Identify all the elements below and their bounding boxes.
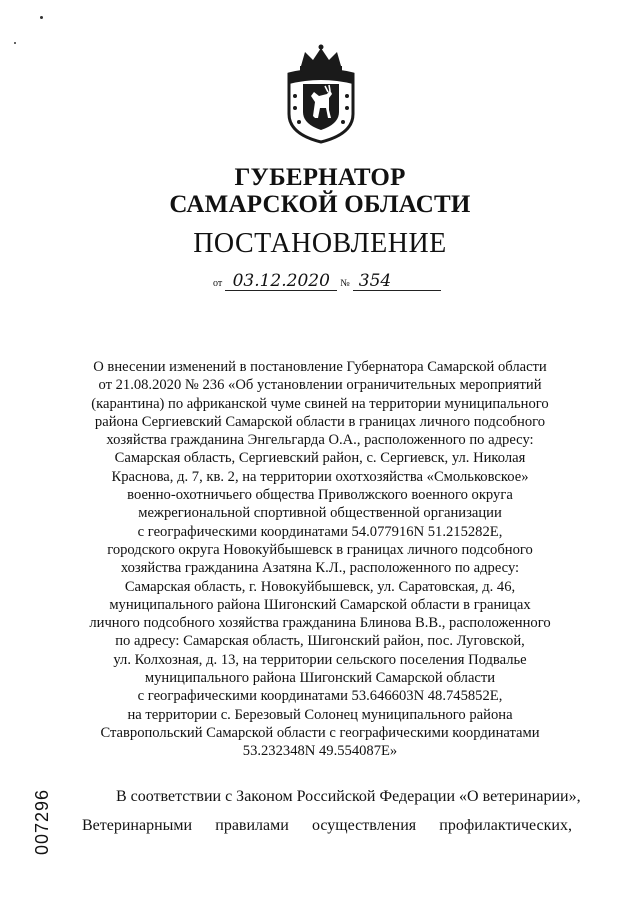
title-line: личного подсобного хозяйства гражданина Блинова В.В., расположенного xyxy=(89,615,551,632)
scan-speck xyxy=(14,42,16,44)
title-line: хозяйства гражданина Азатяна К.Л., расположенного по адресу: xyxy=(120,560,520,577)
body-word: Ветеринарными xyxy=(82,817,193,834)
document-date: 03.12.2020 xyxy=(225,273,337,291)
body-word: правилами xyxy=(215,817,289,834)
title-line: Ставропольский Самарской области с географическими координатами xyxy=(100,724,540,741)
title-line: Краснова, д. 7, кв. 2, на территории охотхозяйства «Смольковское» xyxy=(111,468,529,485)
title-line: по адресу: Самарская область, Шигонский район, пос. Луговской, xyxy=(115,633,525,650)
from-label: от xyxy=(213,278,223,289)
body-word: осуществления xyxy=(312,817,417,834)
number-label: № xyxy=(340,278,350,289)
body-paragraph-2 xyxy=(82,817,572,835)
title-line: от 21.08.2020 № 236 «Об установлении ограничительных мероприятий xyxy=(98,377,542,394)
title-line: муниципального района Шигонский Самарской области xyxy=(144,670,496,687)
date-number-line xyxy=(210,273,441,291)
body-paragraph-1: В соответствии с Законом Российской Федерации «О ветеринарии», xyxy=(116,788,581,805)
title-line: с географическими координатами 54.077916N 51.215282E, xyxy=(137,523,503,540)
title-line: (карантина) по африканской чуме свиней на территории муниципального xyxy=(91,395,549,412)
title-line: Самарская область, г. Новокуйбышевск, ул. Саратовская, д. 46, xyxy=(124,578,516,595)
document-title xyxy=(62,358,578,761)
title-line: военно-охотничьего общества Приволжского военного округа xyxy=(127,487,513,504)
scan-speck xyxy=(40,16,43,19)
title-line: 53.232348N 49.554087E» xyxy=(242,743,398,760)
title-line: на территории с. Березовый Солонец муниципального района xyxy=(127,706,513,723)
title-line: Самарская область, Сергиевский район, с. Сергиевск, ул. Николая xyxy=(114,450,526,467)
side-registration-number: 007296 xyxy=(32,788,52,855)
document-number: 354 xyxy=(353,273,441,291)
title-line: муниципального района Шигонский Самарской области в границах xyxy=(109,596,531,613)
org-title-line2: САМАРСКОЙ ОБЛАСТИ xyxy=(169,191,471,218)
title-line: хозяйства гражданина Энгельгарда О.А., расположенного по адресу: xyxy=(106,432,534,449)
title-line: городского округа Новокуйбышевск в границах личного подсобного xyxy=(107,541,533,558)
body-word: профилактических, xyxy=(439,817,572,834)
title-line: с географическими координатами 53.646603N 48.745852E, xyxy=(137,688,503,705)
title-line: межрегиональной спортивной общественной организации xyxy=(138,505,502,522)
document-type: ПОСТАНОВЛЕНИЕ xyxy=(193,228,447,259)
title-line: ул. Колхозная, д. 13, на территории сельского поселения Подвалье xyxy=(113,651,527,668)
org-title-line1: ГУБЕРНАТОР xyxy=(234,164,406,191)
samara-coat-of-arms-icon xyxy=(283,44,359,144)
title-line: О внесении изменений в постановление Губернатора Самарской области xyxy=(93,359,547,375)
title-line: района Сергиевский Самарской области в границах личного подсобного xyxy=(94,413,546,430)
